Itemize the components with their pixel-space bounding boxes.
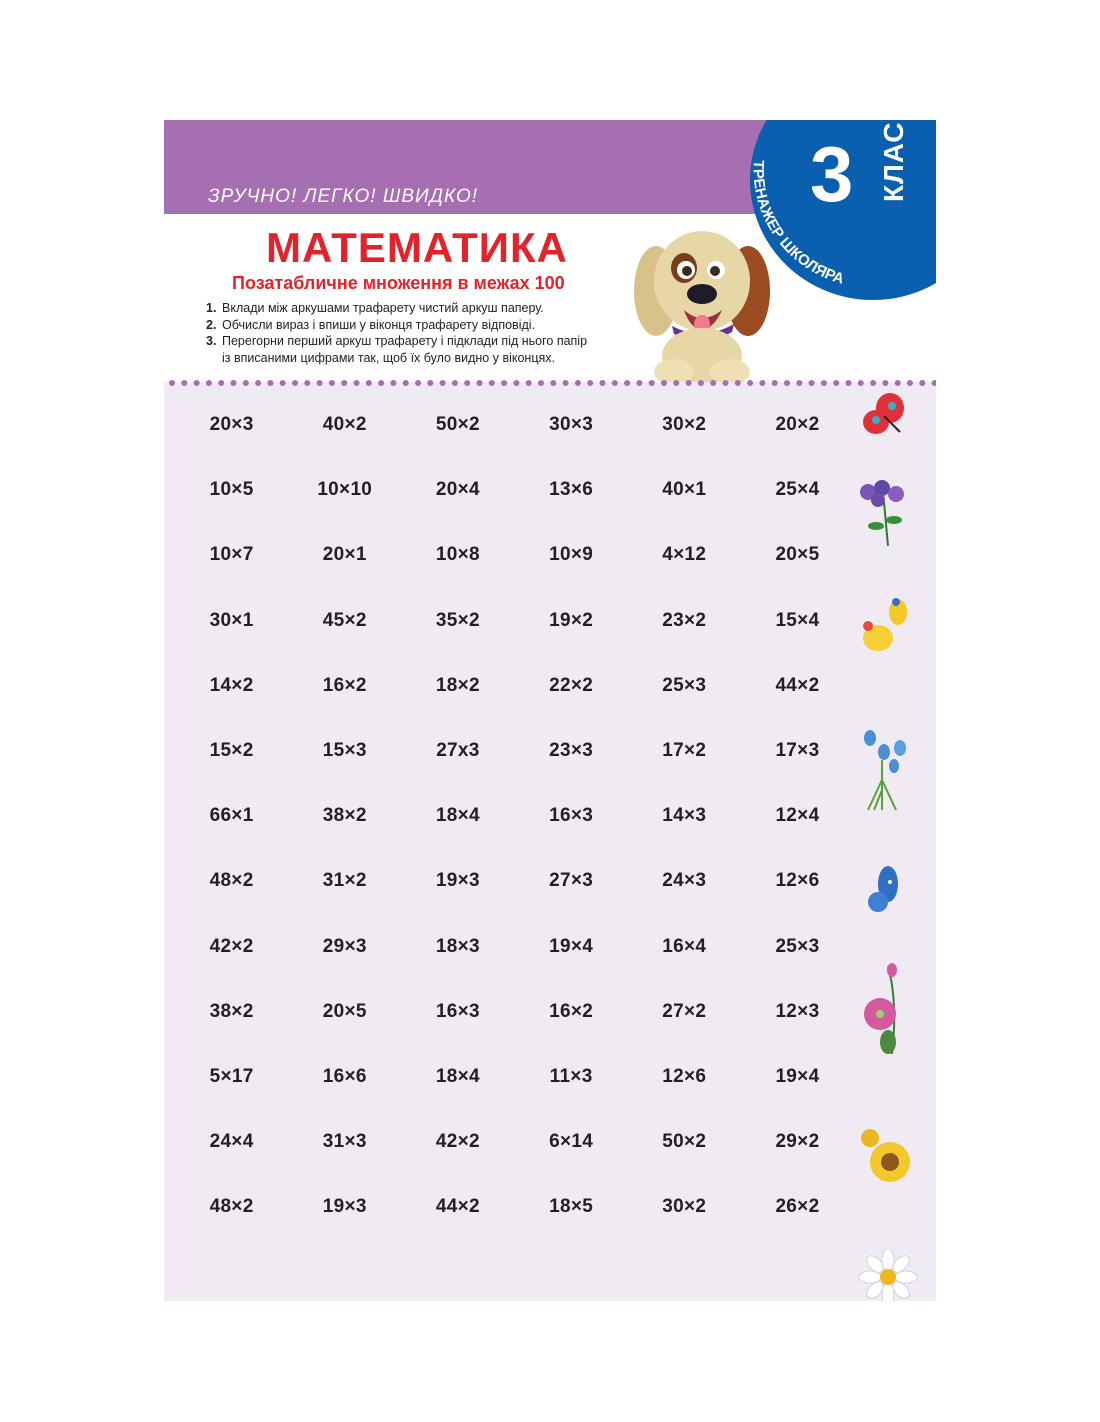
exercise-item: 10×9	[549, 544, 594, 566]
exercise-item: 30×2	[662, 1196, 707, 1218]
exercise-item: 12×6	[662, 1065, 707, 1087]
exercise-item: 30×1	[209, 609, 254, 631]
exercise-row	[164, 480, 854, 545]
exercise-item: 15×4	[775, 609, 820, 631]
exercise-item: 19×4	[775, 1065, 820, 1087]
exercise-row	[164, 676, 854, 741]
exercise-item: 40×2	[322, 414, 367, 435]
exercise-item: 42×2	[209, 935, 254, 957]
series-arc-text	[750, 120, 936, 300]
sunflower-icon	[856, 1126, 918, 1186]
exercise-item: 27×3	[549, 870, 594, 892]
instruction-item: 2. Обчисли вираз і впиши у віконця трафарету відповіді.	[206, 317, 536, 332]
exercise-item: 5×17	[209, 1065, 254, 1087]
exercise-item: 50×2	[435, 414, 480, 435]
exercise-row	[164, 1132, 854, 1197]
instruction-item: 1. Вклади між аркушами трафарету чистий аркуш паперу.	[206, 301, 544, 315]
exercise-item: 18×3	[435, 935, 480, 957]
exercise-item: 38×2	[209, 1000, 254, 1022]
exercise-item: 12×6	[775, 870, 820, 892]
exercise-item: 23×2	[662, 609, 707, 631]
exercise-row	[164, 741, 854, 806]
exercise-item: 22×2	[549, 674, 594, 696]
exercise-item: 50×2	[662, 1131, 707, 1153]
page-subtitle: Позатабличне множення в межах 100	[232, 273, 565, 293]
exercise-row	[164, 415, 854, 480]
exercise-item: 25×3	[662, 674, 707, 696]
exercise-grid	[164, 415, 854, 1262]
exercise-item: 20×1	[322, 544, 367, 566]
exercise-row	[164, 806, 854, 871]
exercise-item: 6×14	[549, 1131, 594, 1153]
exercise-row	[164, 1067, 854, 1132]
exercise-item: 17×3	[775, 739, 820, 761]
exercise-row	[164, 1002, 854, 1067]
exercise-item: 45×2	[322, 609, 367, 631]
exercise-item: 16×4	[662, 935, 707, 957]
exercise-item: 10×5	[209, 479, 254, 501]
bluebells-icon	[854, 730, 914, 812]
exercise-item: 25×4	[775, 479, 820, 501]
exercise-item: 18×4	[435, 1065, 480, 1087]
exercise-row	[164, 611, 854, 676]
exercise-item: 11×3	[549, 1065, 593, 1087]
exercise-item: 14×2	[209, 674, 254, 696]
exercise-item: 17×2	[662, 739, 707, 761]
exercise-item: 40×1	[662, 479, 707, 501]
chicks-icon	[858, 596, 914, 656]
svg-text:ТРЕНАЖЕР ШКОЛЯРА: ТРЕНАЖЕР ШКОЛЯРА	[750, 159, 847, 288]
exercise-item: 10×8	[435, 544, 480, 566]
exercise-item: 14×3	[662, 805, 707, 827]
exercise-item: 35×2	[435, 609, 480, 631]
exercise-item: 44×2	[775, 674, 820, 696]
exercise-item: 19×3	[322, 1196, 367, 1218]
exercise-item: 48×2	[209, 1196, 254, 1218]
red-butterfly-icon	[860, 392, 912, 438]
exercise-item: 66×1	[209, 805, 254, 827]
grade-number: 3	[810, 130, 854, 218]
exercise-item: 20×4	[435, 479, 480, 501]
exercise-item: 18×2	[435, 674, 480, 696]
instructions-list	[206, 300, 587, 366]
exercise-item: 29×2	[775, 1131, 820, 1153]
exercise-item: 16×6	[322, 1065, 367, 1087]
morning-glory-icon	[858, 962, 910, 1058]
exercise-item: 30×3	[549, 414, 594, 435]
exercise-item: 18×4	[435, 805, 480, 827]
exercise-item: 10×10	[317, 479, 373, 501]
exercise-row	[164, 937, 854, 1002]
exercise-item: 27x3	[436, 739, 480, 761]
exercise-item: 15×3	[322, 739, 367, 761]
exercise-item: 19×2	[549, 609, 594, 631]
exercise-item: 20×5	[775, 544, 820, 566]
exercise-item: 19×3	[435, 870, 480, 892]
exercise-item: 18×5	[549, 1196, 594, 1218]
exercise-item: 20×2	[775, 414, 820, 435]
exercise-item: 16×3	[549, 805, 594, 827]
exercise-item: 13×6	[549, 479, 594, 501]
worksheet-page	[164, 120, 936, 1301]
exercise-item: 20×3	[209, 414, 254, 435]
dotted-divider	[168, 378, 936, 388]
exercise-item: 15×2	[209, 739, 254, 761]
exercise-item: 31×3	[322, 1131, 367, 1153]
exercise-item: 23×3	[549, 739, 594, 761]
exercise-item: 16×3	[435, 1000, 480, 1022]
instruction-item: 3. Перегорни перший аркуш трафарету і підклади під нього папір	[206, 334, 588, 348]
exercise-item: 26×2	[775, 1196, 820, 1218]
exercise-area	[164, 382, 936, 1301]
puppy-illustration	[626, 206, 776, 386]
exercise-item: 16×2	[322, 674, 367, 696]
blue-butterfly-icon	[860, 864, 908, 916]
exercise-item: 38×2	[322, 805, 367, 827]
grade-badge	[750, 120, 936, 300]
exercise-item: 29×3	[322, 935, 367, 957]
exercise-item: 24×3	[662, 870, 707, 892]
exercise-item: 16×2	[549, 1000, 594, 1022]
exercise-item: 27×2	[662, 1000, 707, 1022]
exercise-item: 48×2	[209, 870, 254, 892]
purple-flowers-icon	[854, 480, 910, 550]
grade-label: КЛАС	[878, 121, 909, 202]
exercise-item: 12×3	[775, 1000, 820, 1022]
exercise-item: 42×2	[435, 1131, 480, 1153]
exercise-item: 25×3	[775, 935, 820, 957]
exercise-item: 10×7	[209, 544, 254, 566]
instruction-item: із вписаними цифрами так, щоб їх було видно у віконцях.	[222, 350, 555, 365]
exercise-row	[164, 545, 854, 610]
daisy-icon	[858, 1250, 918, 1301]
exercise-row	[164, 871, 854, 936]
exercise-item: 44×2	[435, 1196, 480, 1218]
exercise-item: 24×4	[209, 1131, 254, 1153]
exercise-item: 4×12	[662, 544, 707, 566]
page-title: МАТЕМАТИКА	[266, 224, 568, 271]
exercise-item: 30×2	[662, 414, 707, 435]
exercise-item: 20×5	[322, 1000, 367, 1022]
exercise-row	[164, 1197, 854, 1262]
exercise-item: 31×2	[322, 870, 367, 892]
exercise-item: 19×4	[549, 935, 594, 957]
exercise-item: 12×4	[775, 805, 820, 827]
slogan: ЗРУЧНО! ЛЕГКО! ШВИДКО!	[208, 186, 479, 207]
